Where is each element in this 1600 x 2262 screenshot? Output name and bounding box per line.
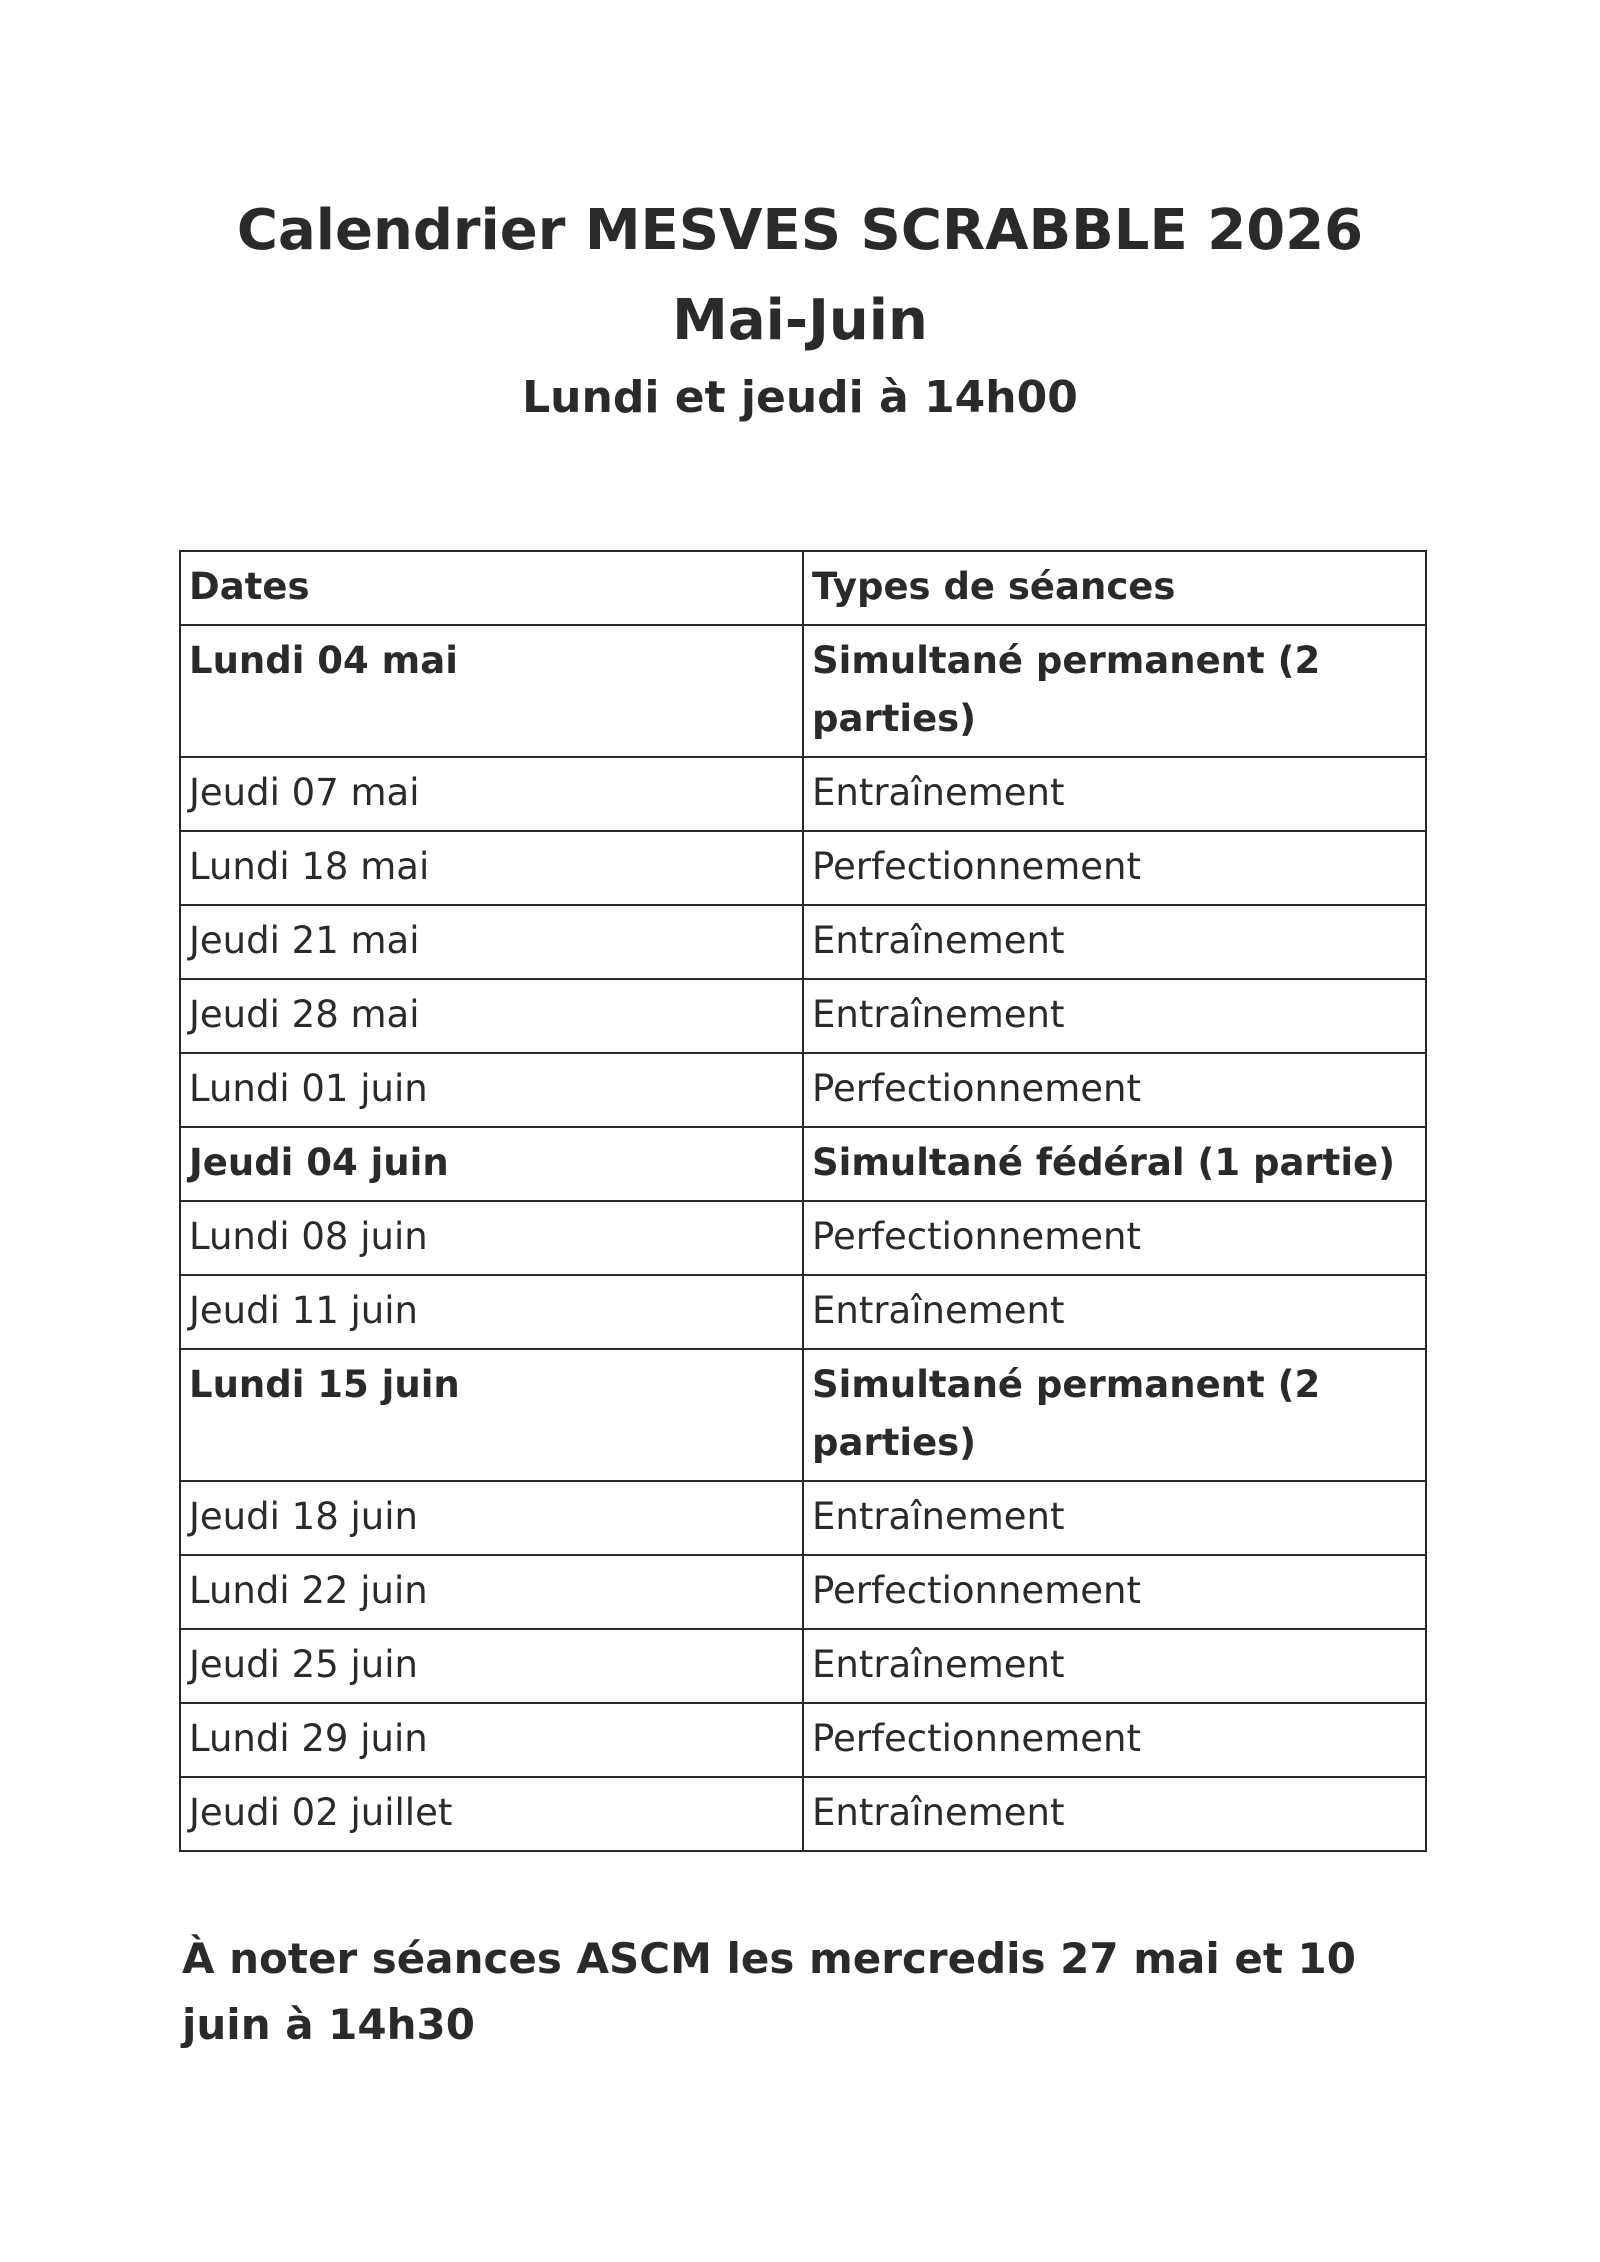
table-header-row — [180, 551, 1426, 625]
table-row — [180, 1127, 1426, 1201]
table-row — [180, 979, 1426, 1053]
date-cell: Lundi 15 juin — [180, 1349, 803, 1481]
date-cell: Jeudi 18 juin — [180, 1481, 803, 1555]
session-type-cell: Entraînement — [803, 1629, 1426, 1703]
column-header-types: Types de séances — [803, 551, 1426, 625]
table-row — [180, 831, 1426, 905]
session-type-cell: Entraînement — [803, 1275, 1426, 1349]
session-type-cell: Perfectionnement — [803, 831, 1426, 905]
table-row — [180, 1481, 1426, 1555]
table-row — [180, 1275, 1426, 1349]
session-type-cell: Simultané permanent (2 parties) — [803, 625, 1426, 757]
session-type-cell: Perfectionnement — [803, 1555, 1426, 1629]
session-type-cell: Entraînement — [803, 1777, 1426, 1851]
session-type-cell: Simultané fédéral (1 partie) — [803, 1127, 1426, 1201]
date-cell: Jeudi 07 mai — [180, 757, 803, 831]
session-type-cell: Entraînement — [803, 1481, 1426, 1555]
session-type-cell: Entraînement — [803, 905, 1426, 979]
date-cell: Lundi 29 juin — [180, 1703, 803, 1777]
date-cell: Jeudi 04 juin — [180, 1127, 803, 1201]
session-type-cell: Perfectionnement — [803, 1703, 1426, 1777]
date-cell: Lundi 04 mai — [180, 625, 803, 757]
page-subtitle: Mai-Juin — [672, 288, 928, 353]
session-type-cell: Simultané permanent (2 parties) — [803, 1349, 1426, 1481]
session-type-cell: Perfectionnement — [803, 1053, 1426, 1127]
session-type-cell: Perfectionnement — [803, 1201, 1426, 1275]
date-cell: Lundi 01 juin — [180, 1053, 803, 1127]
table-row — [180, 1777, 1426, 1851]
date-cell: Lundi 22 juin — [180, 1555, 803, 1629]
calendar-table — [179, 550, 1427, 1852]
footer-note: À noter séances ASCM les mercredis 27 mai et 10 juin à 14h30 — [182, 1934, 1356, 2049]
table-row — [180, 1555, 1426, 1629]
calendar-table-body — [180, 625, 1426, 1851]
date-cell: Jeudi 02 juillet — [180, 1777, 803, 1851]
table-row — [180, 1349, 1426, 1481]
session-type-cell: Entraînement — [803, 979, 1426, 1053]
table-row — [180, 1629, 1426, 1703]
date-cell: Lundi 18 mai — [180, 831, 803, 905]
table-row — [180, 757, 1426, 831]
table-row — [180, 1201, 1426, 1275]
date-cell: Jeudi 25 juin — [180, 1629, 803, 1703]
table-row — [180, 1053, 1426, 1127]
table-row — [180, 905, 1426, 979]
table-row — [180, 1703, 1426, 1777]
date-cell: Lundi 08 juin — [180, 1201, 803, 1275]
date-cell: Jeudi 11 juin — [180, 1275, 803, 1349]
session-type-cell: Entraînement — [803, 757, 1426, 831]
column-header-dates: Dates — [180, 551, 803, 625]
date-cell: Jeudi 28 mai — [180, 979, 803, 1053]
page-title: Calendrier MESVES SCRABBLE 2026 — [236, 198, 1364, 263]
table-row — [180, 625, 1426, 757]
date-cell: Jeudi 21 mai — [180, 905, 803, 979]
schedule-line: Lundi et jeudi à 14h00 — [522, 372, 1078, 423]
